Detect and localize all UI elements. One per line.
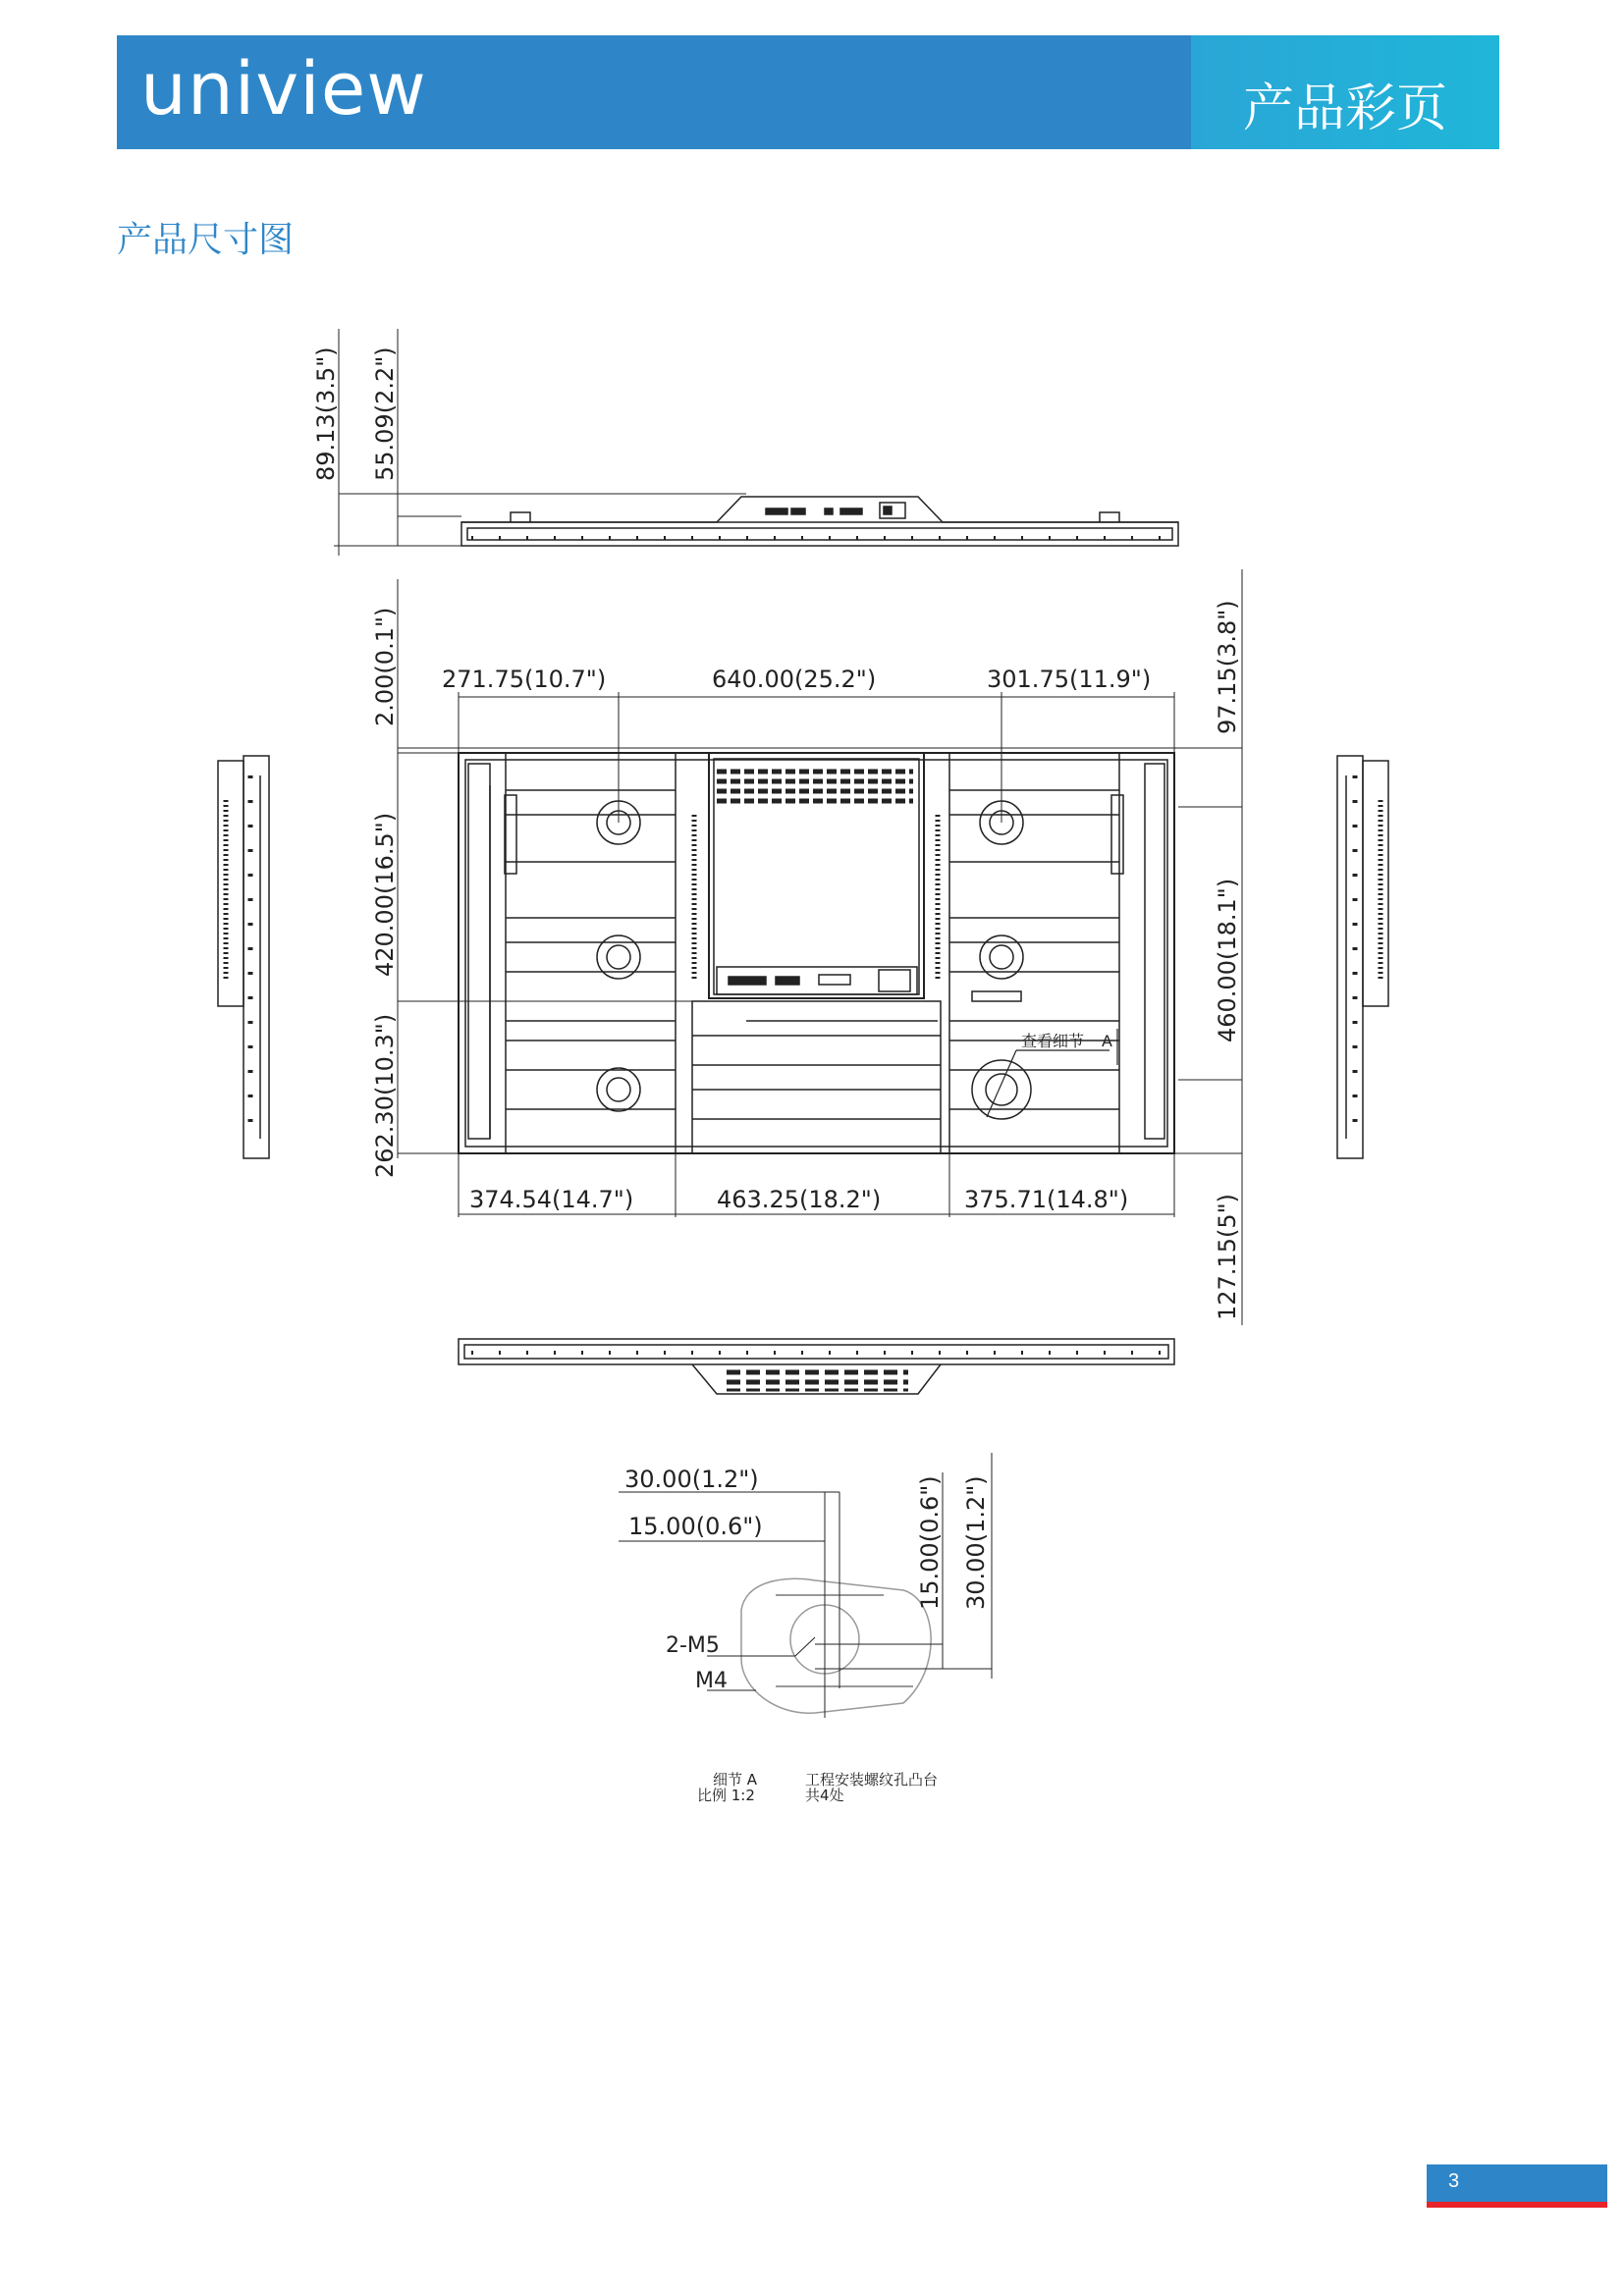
dim-top-center-spacing: 640.00(25.2") xyxy=(712,666,877,693)
page-number-badge xyxy=(1427,2164,1607,2202)
dim-top-profile-depth: 55.09(2.2") xyxy=(371,347,399,481)
left-side-view xyxy=(218,756,269,1158)
detail-m4-label: M4 xyxy=(695,1669,728,1693)
dim-bottom-right-width: 375.71(14.8") xyxy=(964,1186,1129,1213)
detail-caption-scale: 比例 1:2 xyxy=(697,1787,755,1804)
detail-callout-tag: A xyxy=(1102,1032,1112,1050)
dim-bottom-left-width: 374.54(14.7") xyxy=(469,1186,634,1213)
dim-top-left-spacing: 271.75(10.7") xyxy=(442,666,607,693)
detail-dim-30: 30.00(1.2") xyxy=(624,1466,759,1493)
dimension-labels xyxy=(312,347,1241,1320)
page-number-underline xyxy=(1427,2202,1607,2208)
bottom-view xyxy=(459,1339,1174,1394)
detail-thread-label: 2-M5 xyxy=(666,1633,720,1658)
detail-caption-title: 细节 A xyxy=(713,1771,758,1789)
rear-view xyxy=(459,753,1174,1153)
detail-dim-15: 15.00(0.6") xyxy=(628,1513,763,1540)
dim-right-middle-height: 460.00(18.1") xyxy=(1214,878,1241,1042)
dim-bottom-center-width: 463.25(18.2") xyxy=(717,1186,882,1213)
detail-dim-15-vertical: 15.00(0.6") xyxy=(916,1475,944,1610)
dim-top-edge-offset: 2.00(0.1") xyxy=(371,607,399,726)
dim-top-right-spacing: 301.75(11.9") xyxy=(987,666,1152,693)
dim-right-bottom-offset: 127.15(5") xyxy=(1214,1193,1241,1320)
section-title: 产品尺寸图 xyxy=(117,220,295,260)
detail-dim-30-vertical: 30.00(1.2") xyxy=(962,1475,990,1610)
right-side-view xyxy=(1337,756,1388,1158)
dim-top-overall-depth: 89.13(3.5") xyxy=(312,347,340,481)
detail-caption-desc: 工程安装螺纹孔凸台 xyxy=(805,1771,939,1789)
dim-right-top-offset: 97.15(3.8") xyxy=(1214,600,1241,734)
dim-left-lower-height: 262.30(10.3") xyxy=(371,1013,399,1178)
top-view xyxy=(334,329,1178,556)
page-number: 3 xyxy=(1448,2170,1460,2192)
header-title: 产品彩页 xyxy=(1242,80,1447,138)
dim-left-upper-height: 420.00(16.5") xyxy=(371,812,399,977)
brand-logo: uniview xyxy=(140,47,427,132)
detail-callout: 查看细节 xyxy=(1021,1032,1085,1050)
detail-a-caption xyxy=(697,1771,938,1804)
detail-caption-count: 共4处 xyxy=(805,1787,844,1804)
